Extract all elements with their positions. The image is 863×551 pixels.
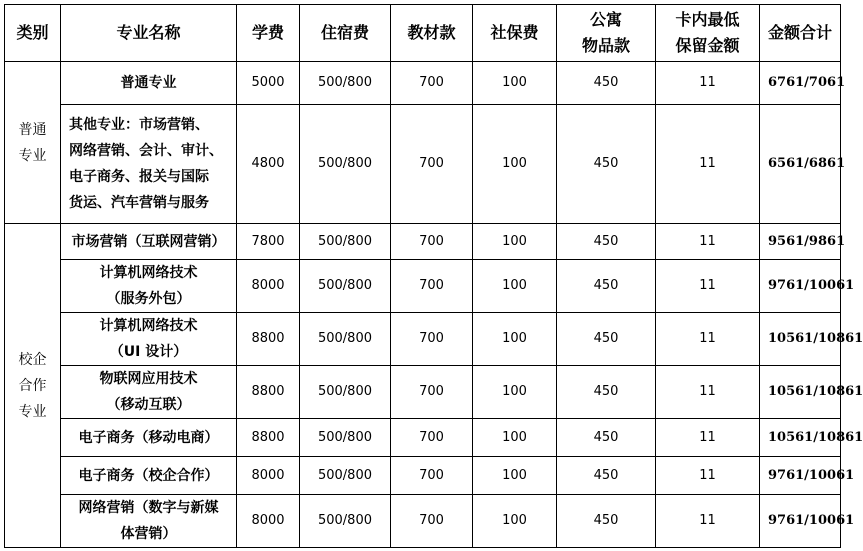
- tuition-cell: 8800: [237, 313, 300, 366]
- major-name: 市场营销（互联网营销）: [61, 224, 237, 260]
- header-category: 类别: [5, 5, 61, 62]
- textbook-cell: 700: [391, 105, 473, 224]
- table-row: [5, 224, 841, 260]
- tuition-cell: 8000: [237, 457, 300, 495]
- tuition-cell: 5000: [237, 62, 300, 105]
- insurance-cell: 100: [473, 313, 557, 366]
- card-minimum-cell: 11: [656, 105, 760, 224]
- lodging-cell: 500/800: [300, 224, 391, 260]
- major-name: 网络营销（数字与新媒 体营销）: [61, 495, 237, 548]
- apartment-cell: 450: [557, 313, 656, 366]
- textbook-cell: 700: [391, 457, 473, 495]
- category-coop: 校企 合作 专业: [5, 224, 61, 548]
- card-minimum-cell: 11: [656, 313, 760, 366]
- header-apartment-goods: 公寓 物品款: [557, 5, 656, 62]
- major-name: 计算机网络技术 （服务外包）: [61, 260, 237, 313]
- apartment-cell: 450: [557, 495, 656, 548]
- fee-table: [4, 4, 863, 548]
- total-cell: 6561/6861: [760, 105, 841, 224]
- tuition-cell: 7800: [237, 224, 300, 260]
- lodging-cell: 500/800: [300, 313, 391, 366]
- textbook-cell: 700: [391, 419, 473, 457]
- total-cell: 10561/10861: [760, 419, 841, 457]
- table-row: [5, 419, 841, 457]
- card-minimum-cell: 11: [656, 224, 760, 260]
- table-row: [5, 495, 841, 548]
- major-name: 电子商务（移动电商）: [61, 419, 237, 457]
- apartment-cell: 450: [557, 62, 656, 105]
- card-minimum-cell: 11: [656, 62, 760, 105]
- table-row: [5, 105, 841, 224]
- total-cell: 9761/10061: [760, 495, 841, 548]
- insurance-cell: 100: [473, 62, 557, 105]
- table-row: [5, 62, 841, 105]
- lodging-cell: 500/800: [300, 105, 391, 224]
- total-cell: 6761/7061: [760, 62, 841, 105]
- table-row: [5, 366, 841, 419]
- total-cell: 10561/10861: [760, 313, 841, 366]
- insurance-cell: 100: [473, 260, 557, 313]
- textbook-cell: 700: [391, 366, 473, 419]
- card-minimum-cell: 11: [656, 419, 760, 457]
- apartment-cell: 450: [557, 457, 656, 495]
- table-row: [5, 457, 841, 495]
- header-row: [5, 5, 841, 62]
- lodging-cell: 500/800: [300, 495, 391, 548]
- textbook-cell: 700: [391, 495, 473, 548]
- insurance-cell: 100: [473, 419, 557, 457]
- table-row: [5, 260, 841, 313]
- total-cell: 10561/10861: [760, 366, 841, 419]
- header-textbook: 教材款: [391, 5, 473, 62]
- major-name: 电子商务（校企合作）: [61, 457, 237, 495]
- total-cell: 9761/10061: [760, 260, 841, 313]
- header-lodging: 住宿费: [300, 5, 391, 62]
- textbook-cell: 700: [391, 62, 473, 105]
- textbook-cell: 700: [391, 260, 473, 313]
- tuition-cell: 8800: [237, 366, 300, 419]
- major-name: 计算机网络技术 （UI 设计）: [61, 313, 237, 366]
- insurance-cell: 100: [473, 366, 557, 419]
- apartment-cell: 450: [557, 419, 656, 457]
- tuition-cell: 8000: [237, 495, 300, 548]
- major-name: 物联网应用技术 （移动互联）: [61, 366, 237, 419]
- header-major: 专业名称: [61, 5, 237, 62]
- card-minimum-cell: 11: [656, 366, 760, 419]
- tuition-cell: 8000: [237, 260, 300, 313]
- textbook-cell: 700: [391, 224, 473, 260]
- category-regular: 普通 专业: [5, 62, 61, 224]
- insurance-cell: 100: [473, 105, 557, 224]
- header-card-minimum: 卡内最低 保留金额: [656, 5, 760, 62]
- lodging-cell: 500/800: [300, 62, 391, 105]
- table-row: [5, 313, 841, 366]
- card-minimum-cell: 11: [656, 495, 760, 548]
- total-cell: 9561/9861: [760, 224, 841, 260]
- total-cell: 9761/10061: [760, 457, 841, 495]
- insurance-cell: 100: [473, 224, 557, 260]
- insurance-cell: 100: [473, 457, 557, 495]
- major-name: 其他专业：市场营销、 网络营销、会计、审计、 电子商务、报关与国际 货运、汽车营销与服务: [61, 105, 237, 224]
- lodging-cell: 500/800: [300, 457, 391, 495]
- header-tuition: 学费: [237, 5, 300, 62]
- apartment-cell: 450: [557, 105, 656, 224]
- lodging-cell: 500/800: [300, 366, 391, 419]
- major-name: 普通专业: [61, 62, 237, 105]
- tuition-cell: 4800: [237, 105, 300, 224]
- card-minimum-cell: 11: [656, 457, 760, 495]
- tuition-cell: 8800: [237, 419, 300, 457]
- insurance-cell: 100: [473, 495, 557, 548]
- apartment-cell: 450: [557, 224, 656, 260]
- apartment-cell: 450: [557, 260, 656, 313]
- textbook-cell: 700: [391, 313, 473, 366]
- header-total: 金额合计: [760, 5, 841, 62]
- lodging-cell: 500/800: [300, 419, 391, 457]
- card-minimum-cell: 11: [656, 260, 760, 313]
- apartment-cell: 450: [557, 366, 656, 419]
- lodging-cell: 500/800: [300, 260, 391, 313]
- header-insurance: 社保费: [473, 5, 557, 62]
